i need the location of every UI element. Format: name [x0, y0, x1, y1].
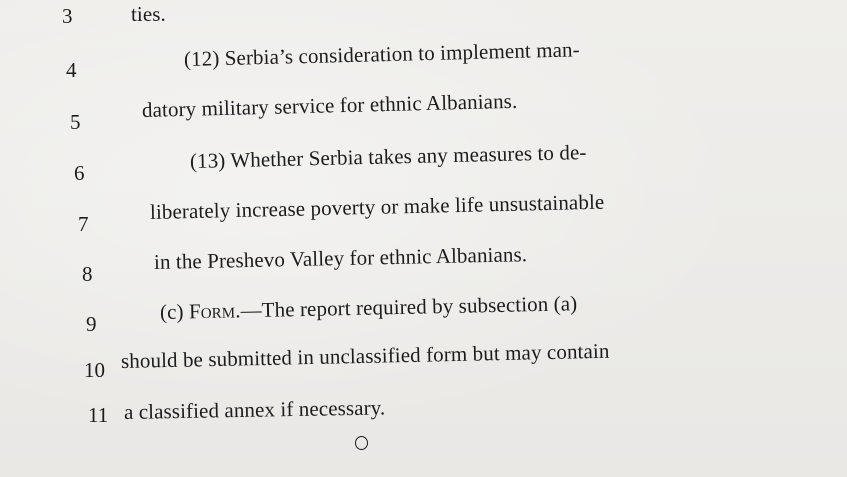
line-number: 5 [70, 110, 81, 134]
line-number: 3 [62, 4, 73, 28]
section-text: .—The report required by subsection (a) [234, 291, 578, 323]
section-marker: (c) [159, 299, 190, 324]
line-number: 8 [82, 262, 93, 286]
line-number: 11 [88, 403, 109, 427]
line-text: (13) Whether Serbia takes any measures to de- [189, 140, 587, 173]
line-text: (12) Serbia’s consideration to implement man- [183, 37, 580, 71]
line-number: 6 [74, 161, 85, 185]
line-text: ties. [131, 2, 166, 26]
footer-circle-mark [355, 436, 368, 450]
line-text: a classified annex if necessary. [123, 395, 386, 424]
line-text: in the Preshevo Valley for ethnic Albanians. [153, 242, 528, 274]
line-text: liberately increase poverty or make life unsustainable [149, 189, 605, 224]
line-text: datory military service for ethnic Albanians. [141, 88, 518, 122]
section-heading: Form [188, 298, 236, 324]
line-number: 10 [84, 358, 105, 382]
line-text: should be submitted in unclassified form but may contain [120, 338, 610, 373]
line-text [160, 293, 578, 323]
line-number: 7 [78, 212, 89, 236]
line-number: 4 [66, 58, 77, 82]
line-number: 9 [86, 312, 97, 336]
